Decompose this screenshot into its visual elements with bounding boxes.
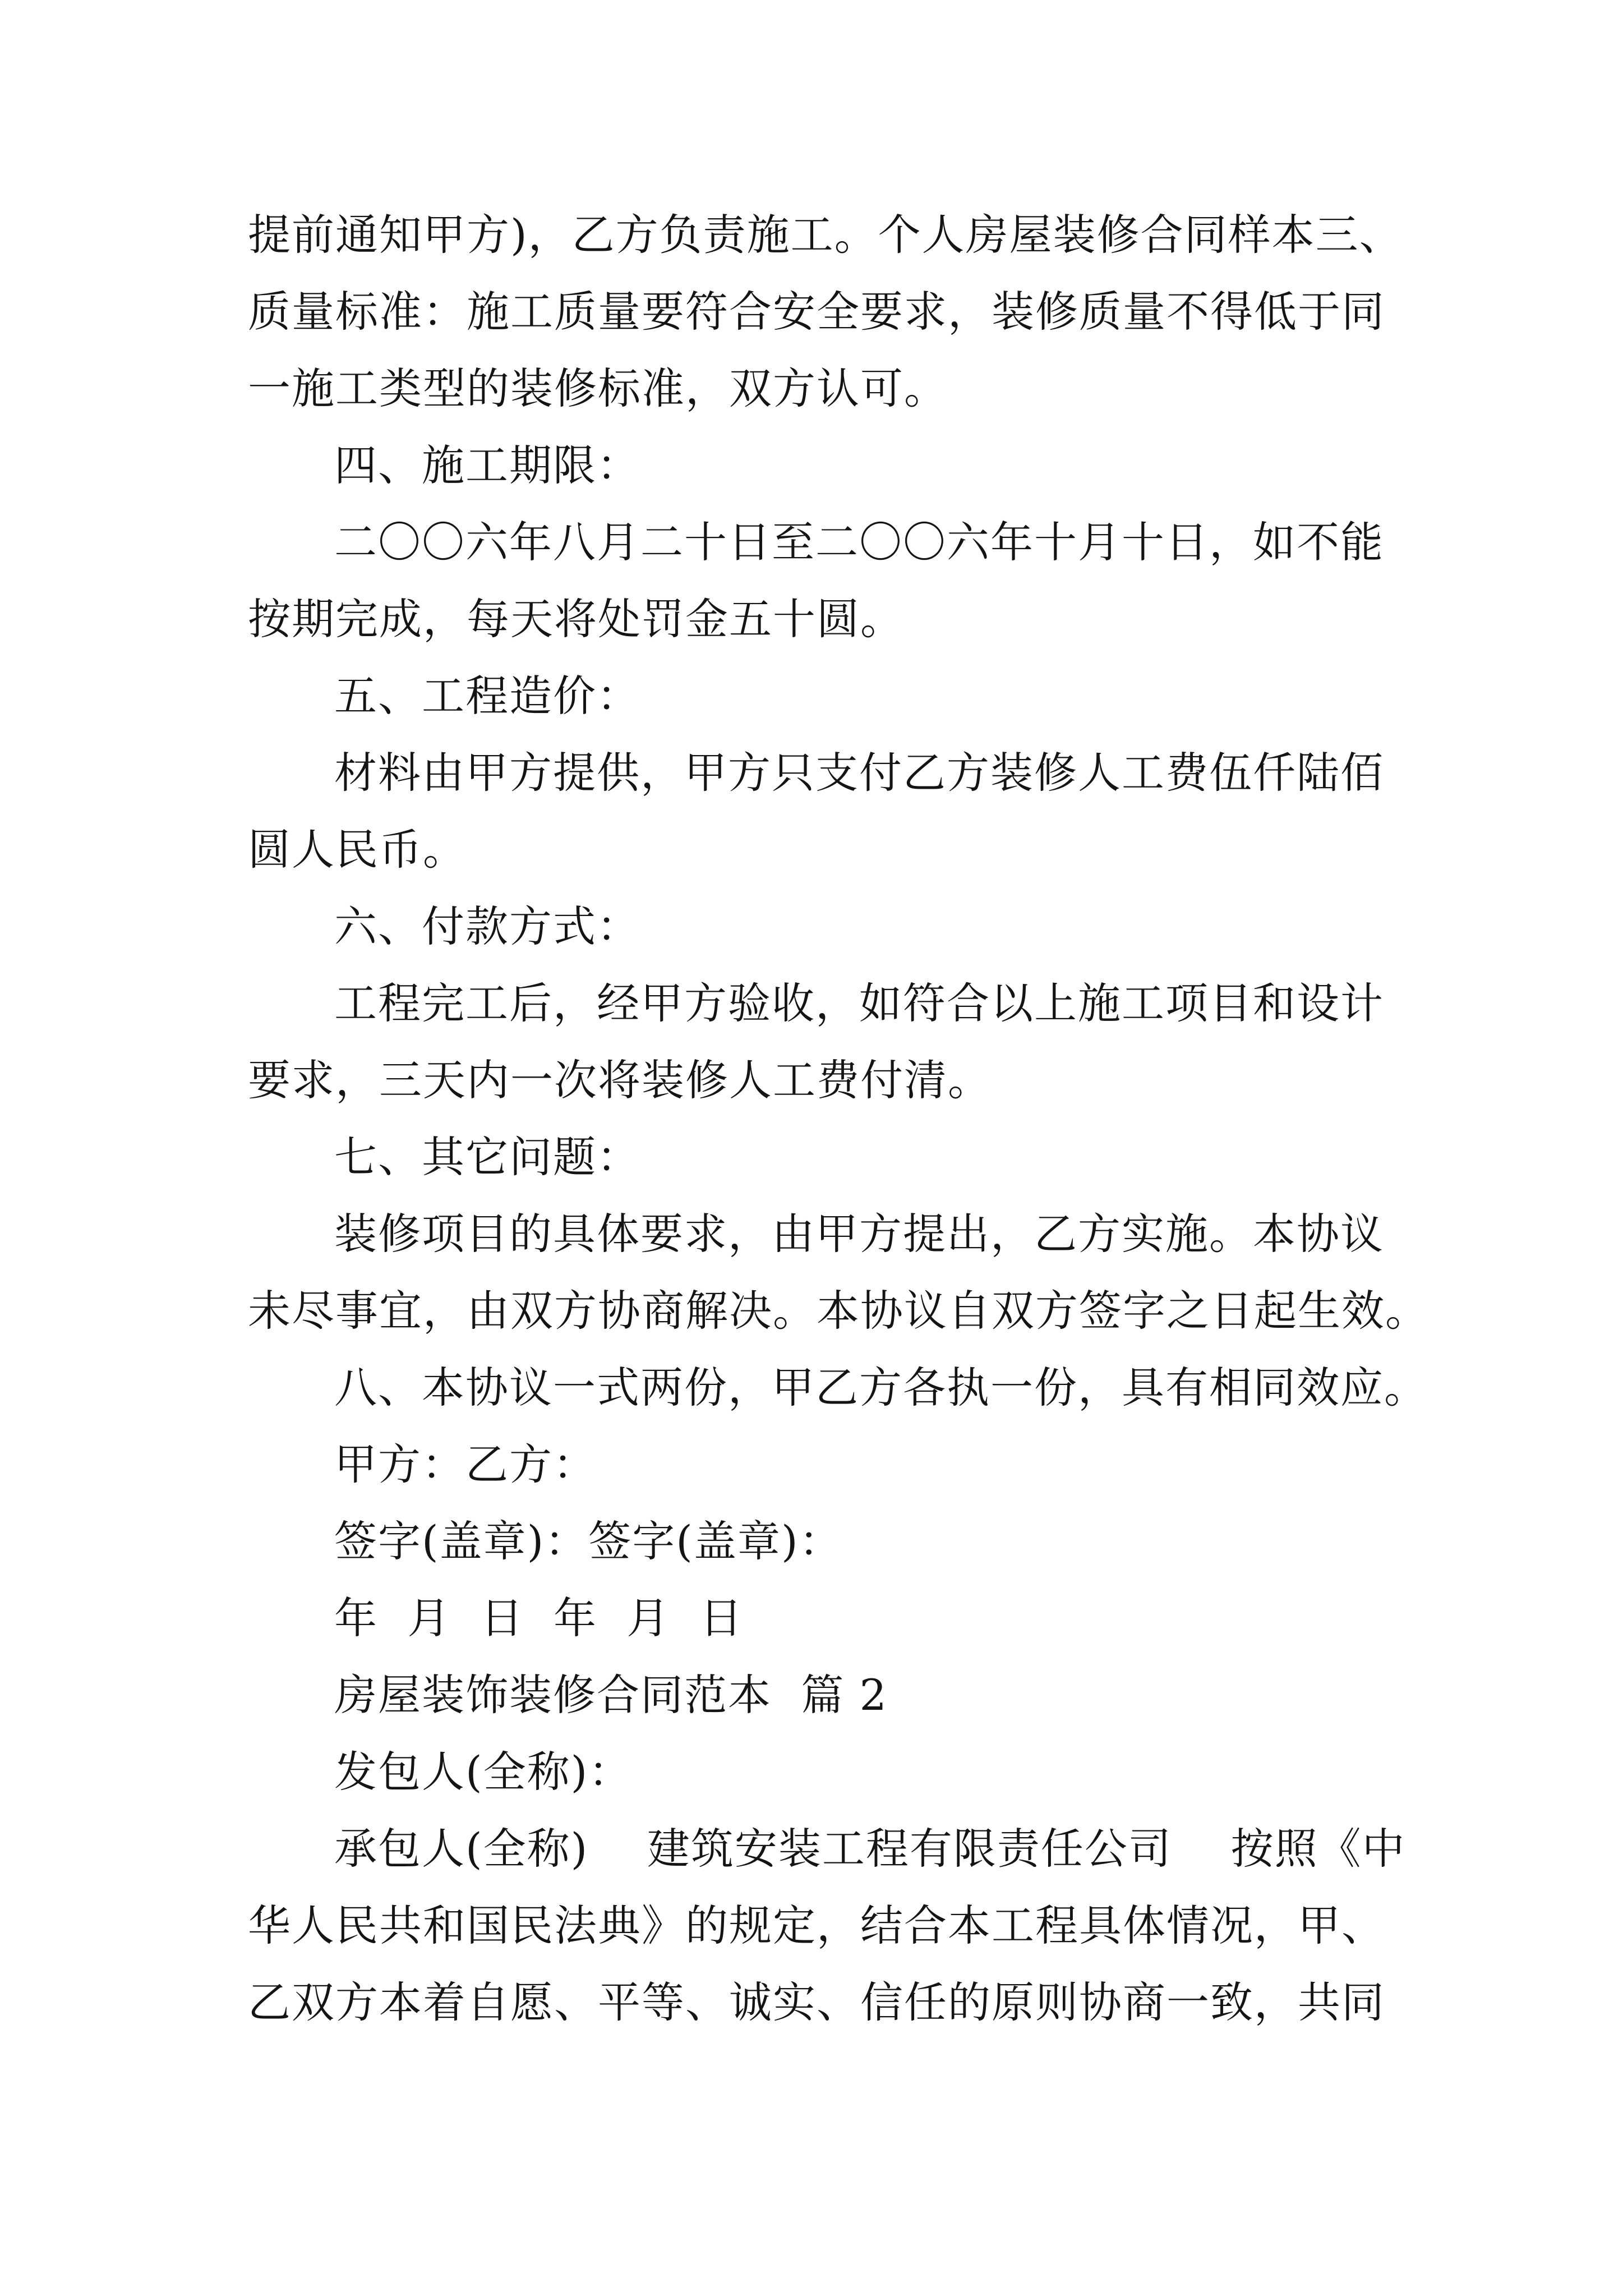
section-heading-7: 七、其它问题： [334,1132,640,1182]
paragraph-line: 乙双方本着自愿、平等、诚实、信任的原则协商一致，共同 [248,1977,1385,2027]
paragraph-line: 材料由甲方提供，甲方只支付乙方装修人工费伍仟陆佰 [334,748,1384,798]
contract-title-2: 房屋装饰装修合同范本 篇 2 [334,1670,888,1720]
employer-line: 发包人(全称)： [334,1747,633,1797]
paragraph-line: 华人民共和国民法典》的规定，结合本工程具体情况，甲、 [248,1901,1385,1950]
paragraph-line: 装修项目的具体要求，由甲方提出，乙方实施。本协议 [334,1209,1384,1259]
section-heading-8: 八、本协议一式两份，甲乙方各执一份，具有相同效应。 [334,1363,1428,1412]
paragraph-line: 工程完工后，经甲方验收，如符合以上施工项目和设计 [334,978,1384,1028]
document-body [248,196,1429,2041]
party-line: 甲方：乙方： [334,1439,597,1489]
section-heading-6: 六、付款方式： [334,901,640,951]
section-heading-4: 四、施工期限： [334,440,640,490]
paragraph-line: 按期完成，每天将处罚金五十圆。 [248,594,904,644]
date-line: 年 月 日 年 月 日 [334,1593,744,1643]
paragraph-line: 未尽事宜，由双方协商解决。本协议自双方签字之日起生效。 [248,1286,1429,1336]
contractor-line: 承包人(全称) 建筑安装工程有限责任公司 按照《中 [334,1824,1406,1874]
signature-line: 签字(盖章)：签字(盖章)： [334,1516,843,1566]
paragraph-line: 质量标准：施工质量要符合安全要求，装修质量不得低于同 [248,287,1385,337]
paragraph-line: 要求，三天内一次将装修人工费付清。 [248,1055,992,1105]
paragraph-line: 二〇〇六年八月二十日至二〇〇六年十月十日，如不能 [334,517,1384,567]
paragraph-line: 一施工类型的装修标准，双方认可。 [248,364,948,413]
section-heading-5: 五、工程造价： [334,671,640,721]
paragraph-line: 圆人民币。 [248,825,467,875]
paragraph-line: 提前通知甲方)，乙方负责施工。个人房屋装修合同样本三、 [248,210,1403,260]
